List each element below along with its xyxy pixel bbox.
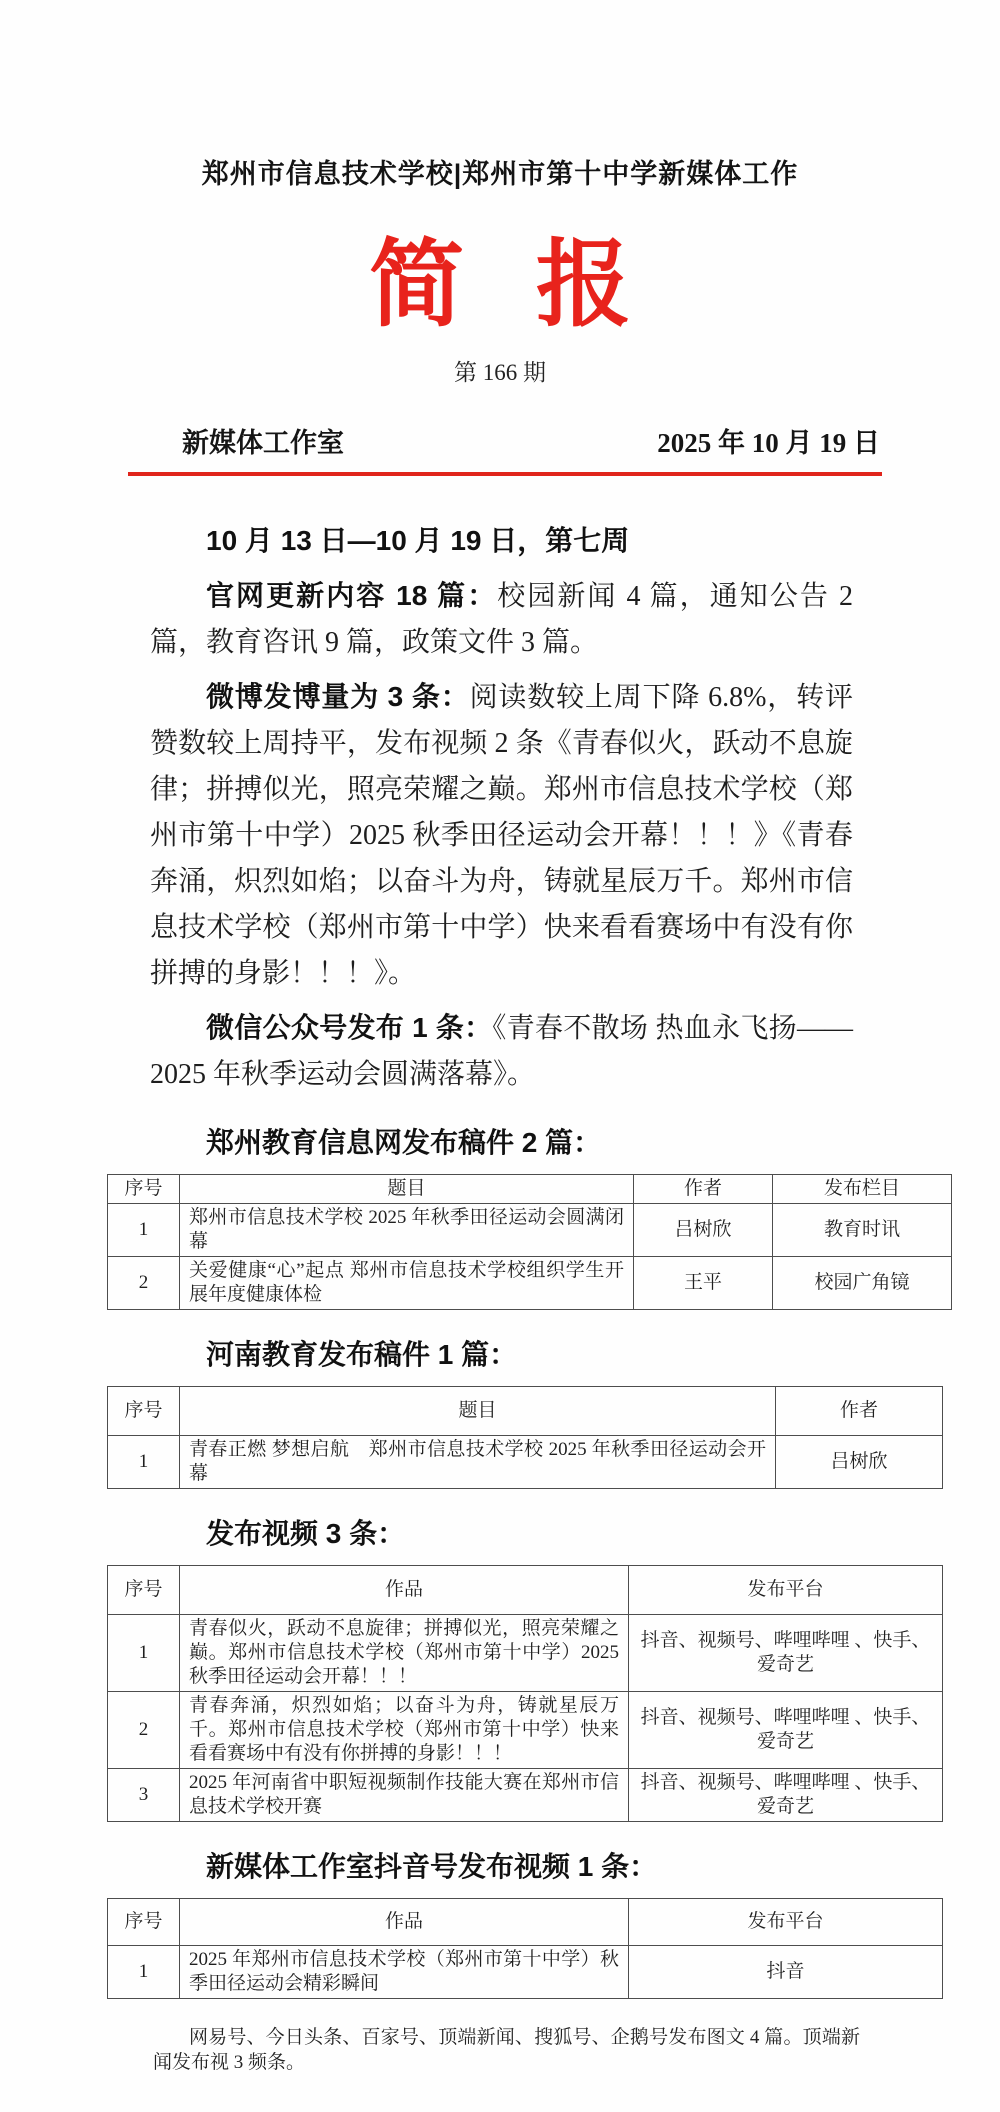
table-row [108,1769,943,1822]
paragraph-text: 校园新闻 4 篇，通知公告 2 篇，教育咨讯 9 篇，政策文件 3 篇。 [150,581,853,659]
table-row [108,1946,943,1999]
paragraph-text: 阅读数较上周下降 6.8%，转评赞数较上周持平，发布视频 2 条《青春似火，跃动不息旋律；拼搏似光，照亮荣耀之巅。郑州市信息技术学校（郑州市第十中学）2025 秋季田径运动会开幕！！！》《青春奔涌，炽烈如焰；以奋斗为舟，铸就星辰万千。郑州市信息技术学校（郑州市第十中学）快来看看赛场中有没有你拼搏的身影！！！》。 [150,682,853,990]
title-cell: 郑州市信息技术学校 2025 年秋季田径运动会圆满闭幕 [180,1204,634,1257]
table-douyin [107,1898,943,1999]
info-cell: 抖音、视频号、哔哩哔哩 、快手、爱奇艺 [629,1692,943,1769]
table-henan-edu [107,1386,943,1489]
column-header: 作者 [776,1387,943,1436]
row-index-cell: 1 [108,1946,180,1999]
paragraph-lead: 10 月 13 日—10 月 19 日，第七周 [206,525,630,557]
info-cell: 抖音、视频号、哔哩哔哩 、快手、爱奇艺 [629,1769,943,1822]
column-header: 作品 [180,1566,629,1615]
table-header-row [108,1566,943,1615]
table-row [108,1692,943,1769]
info-cell: 吕树欣 [634,1204,773,1257]
title-cell: 2025 年河南省中职短视频制作技能大赛在郑州市信息技术学校开赛 [180,1769,629,1822]
info-cell: 抖音、视频号、哔哩哔哩 、快手、爱奇艺 [629,1615,943,1692]
table-zhengzhou-edu [107,1174,952,1310]
info-cell: 王平 [634,1257,773,1310]
info-cell: 教育时讯 [773,1204,952,1257]
table-row [108,1257,952,1310]
row-index-cell: 1 [108,1204,180,1257]
body-block [0,476,1000,2075]
title-cell: 青春奔涌，炽烈如焰；以奋斗为舟，铸就星辰万千。郑州市信息技术学校（郑州市第十中学）快来看看赛场中有没有你拼搏的身影！！！ [180,1692,629,1769]
row-index-cell: 2 [108,1692,180,1769]
info-cell: 吕树欣 [776,1436,943,1489]
column-header: 作者 [634,1175,773,1204]
row-index-cell: 1 [108,1436,180,1489]
section-heading-videos: 发布视频 3 条： [206,1518,406,1550]
column-header: 序号 [108,1566,180,1615]
section-heading-henan-edu: 河南教育发布稿件 1 篇： [206,1339,518,1371]
column-header: 序号 [108,1899,180,1946]
column-header: 发布平台 [629,1899,943,1946]
org-title: 郑州市信息技术学校|郑州市第十中学新媒体工作 [201,159,799,189]
paragraph-wechat [150,1005,853,1098]
column-header: 序号 [108,1175,180,1204]
masthead [128,421,882,476]
title-cell: 关爱健康“心”起点 郑州市信息技术学校组织学生开展年度健康体检 [180,1257,634,1310]
paragraph-lead: 官网更新内容 18 篇： [206,580,498,612]
info-cell: 抖音 [629,1946,943,1999]
paragraph-week [150,518,853,565]
issue-date: 2025 年 10 月 19 日 [657,428,880,459]
column-header: 作品 [180,1899,629,1946]
table-header-row [108,1387,943,1436]
title-cell: 青春正燃 梦想启航 郑州市信息技术学校 2025 年秋季田径运动会开幕 [180,1436,776,1489]
column-header: 发布栏目 [773,1175,952,1204]
section-heading-douyin: 新媒体工作室抖音号发布视频 1 条： [206,1851,658,1883]
table-row [108,1204,952,1257]
issue-number: 第 166 期 [454,360,546,386]
row-index-cell: 1 [108,1615,180,1692]
column-header: 题目 [180,1175,634,1204]
table-videos [107,1565,943,1822]
column-header: 发布平台 [629,1566,943,1615]
paragraph-text: 《青春不散场 热血永飞扬——2025 年秋季运动会圆满落幕》。 [150,1013,853,1091]
title-cell: 2025 年郑州市信息技术学校（郑州市第十中学）秋季田径运动会精彩瞬间 [180,1946,629,1999]
row-index-cell: 2 [108,1257,180,1310]
paragraph-website [150,573,853,666]
title-cell: 青春似火，跃动不息旋律；拼搏似光，照亮荣耀之巅。郑州市信息技术学校（郑州市第十中学）2025 秋季田径运动会开幕！！！ [180,1615,629,1692]
table-header-row [108,1899,943,1946]
footer-note: 网易号、今日头条、百家号、顶端新闻、搜狐号、企鹅号发布图文 4 篇。顶端新闻发布视 3 频条。 [153,2027,860,2074]
info-cell: 校园广角镜 [773,1257,952,1310]
column-header: 序号 [108,1387,180,1436]
row-index-cell: 3 [108,1769,180,1822]
paragraph-weibo [150,674,853,997]
paragraph-lead: 微博发博量为 3 条： [206,681,470,713]
paragraph-lead: 微信公众号发布 1 条： [206,1012,493,1044]
section-heading-zhengzhou-edu: 郑州教育信息网发布稿件 2 篇： [206,1127,602,1159]
bulletin-title: 简 报 [369,232,631,338]
column-header: 题目 [180,1387,776,1436]
table-header-row [108,1175,952,1204]
office-name: 新媒体工作室 [182,428,344,459]
table-row [108,1436,943,1489]
table-row [108,1615,943,1692]
